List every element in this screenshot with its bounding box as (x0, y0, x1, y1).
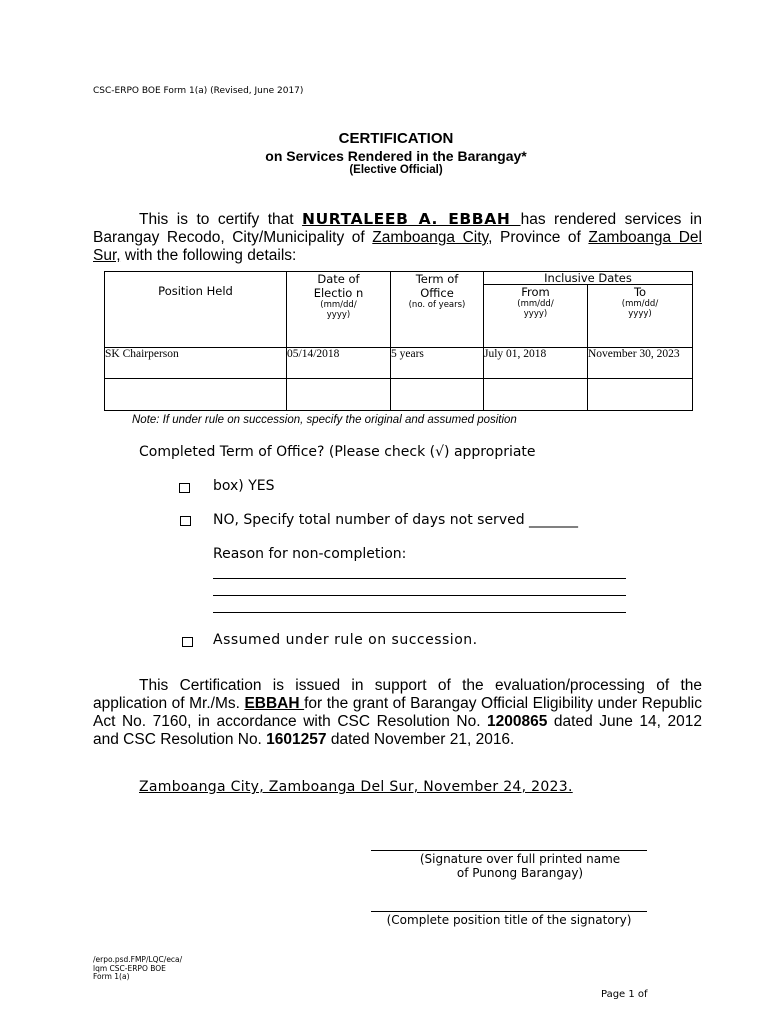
cell-position (105, 379, 287, 411)
cell-date: 05/14/2018 (287, 348, 391, 379)
footer-reference: /erpo.psd.FMP/LQC/eca/ lqm CSC-ERPO BOE Form 1(a) (93, 955, 183, 981)
yes-label: box) YES (213, 478, 275, 494)
official-name: NURTALEEB A. EBBAH (302, 210, 521, 228)
place-and-date: Zamboanga City, Zamboanga Del Sur, November 24, 2023. (139, 779, 573, 795)
reason-line (213, 578, 626, 579)
header-from: From (mm/dd/ yyyy) (484, 285, 588, 348)
table-note: Note: If under rule on succession, specify the original and assumed position (132, 414, 517, 426)
cell-to: November 30, 2023 (588, 348, 693, 379)
reason-line (213, 595, 626, 596)
yes-checkbox[interactable] (179, 483, 190, 493)
document-subtitle: on Services Rendered in the Barangay* (265, 148, 527, 164)
position-title-caption: (Complete position title of the signatory) (386, 913, 632, 927)
header-date: Date of Electio n (mm/dd/ yyyy) (287, 272, 391, 348)
support-paragraph: This Certification is issued in support of the evaluation/processing of the application of Mr./Ms. EBBAH for the grant of Barangay Official Eligibility under Republic Act No. 7160, in accordance with CSC Resolution No. 1200865 dated June 14, 2012 and CSC Resolution No. 1601257 dated November 21, 2016. (93, 677, 702, 748)
cell-from: July 01, 2018 (484, 348, 588, 379)
header-to: To (mm/dd/ yyyy) (588, 285, 693, 348)
completion-question: Completed Term of Office? (Please check (√) appropriate (139, 444, 536, 460)
resolution-number-2: 1601257 (266, 731, 327, 748)
header-term: Term of Office (no. of years) (391, 272, 484, 348)
cell-from (484, 379, 588, 411)
assumed-checkbox[interactable] (182, 637, 193, 647)
header-inclusive: Inclusive Dates (484, 272, 693, 285)
province-name: Zamboanga Del Sur, (93, 229, 702, 264)
document-title: CERTIFICATION (338, 130, 454, 147)
table-row (105, 379, 693, 411)
header-position: Position Held (105, 272, 287, 348)
table-row (105, 348, 693, 379)
reason-line (213, 612, 626, 613)
cell-date (287, 379, 391, 411)
form-code: CSC-ERPO BOE Form 1(a) (Revised, June 2017) (93, 86, 304, 96)
city-name: Zamboanga City, (372, 229, 493, 246)
no-label: NO, Specify total number of days not served _______ (213, 512, 579, 528)
cell-position: SK Chairperson (105, 348, 287, 379)
document-subtitle-elective: (Elective Official) (349, 164, 443, 176)
page-number: Page 1 of (601, 989, 648, 1000)
position-title-line (371, 911, 647, 912)
cell-to (588, 379, 693, 411)
service-table (104, 271, 693, 411)
signature-caption: (Signature over full printed name of Punong Barangay) (419, 852, 621, 880)
resolution-number-1: 1200865 (487, 713, 548, 730)
cell-term: 5 years (391, 348, 484, 379)
intro-paragraph: This is to certify that NURTALEEB A. EBBAH has rendered services in Barangay Recodo, City/Municipality of Zamboanga City, Province of Zamboanga Del Sur, with the following details: (93, 210, 702, 264)
cell-term (391, 379, 484, 411)
reason-label: Reason for non-completion: (213, 546, 407, 562)
official-surname: EBBAH (244, 695, 305, 712)
no-checkbox[interactable] (180, 516, 191, 526)
assumed-label: Assumed under rule on succession. (213, 632, 478, 648)
signature-line (371, 850, 647, 851)
